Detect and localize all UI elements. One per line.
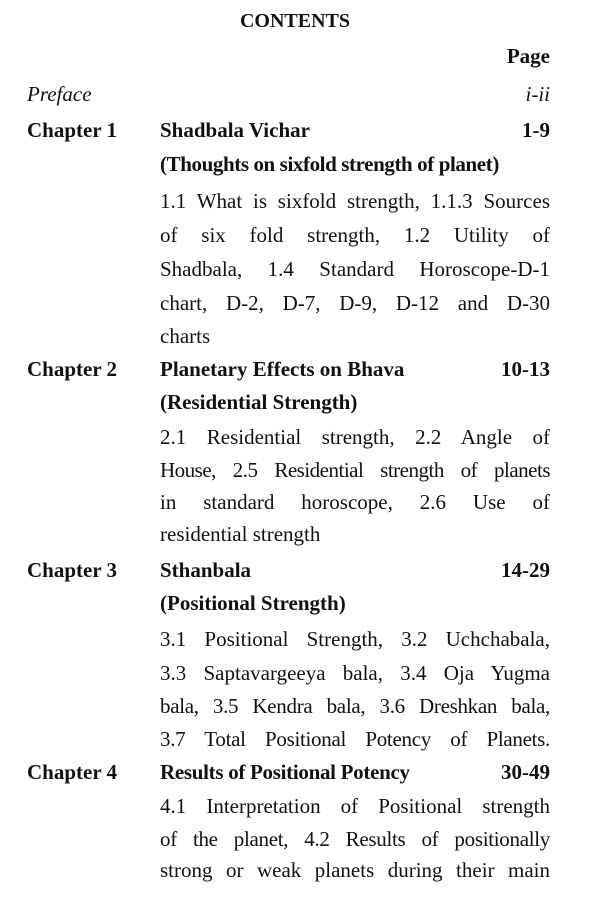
chapter-4-title: Results of Positional Potency	[160, 760, 410, 784]
chapter-4-pages: 30-49	[501, 760, 550, 784]
chapter-3-subtitle: (Positional Strength)	[160, 591, 346, 615]
chapter-1-line: Shadbala, 1.4 Standard Horoscope-D-1	[160, 257, 550, 281]
chapter-3-line: 3.1 Positional Strength, 3.2 Uchchabala,	[160, 627, 550, 651]
chapter-2-pages: 10-13	[501, 357, 550, 381]
chapter-1-title: Shadbala Vichar	[160, 118, 310, 142]
chapter-3-pages: 14-29	[501, 558, 550, 582]
preface-label: Preface	[27, 82, 92, 106]
chapter-1-line: charts	[160, 324, 211, 348]
chapter-4-line: 4.1 Interpretation of Positional strength	[160, 794, 550, 818]
chapter-2-line: House, 2.5 Residential strength of planets	[160, 458, 550, 482]
page-column-header: Page	[506, 44, 550, 68]
chapter-2-subtitle: (Residential Strength)	[160, 390, 358, 414]
chapter-1-pages: 1-9	[522, 118, 550, 142]
chapter-3-line: bala, 3.5 Kendra bala, 3.6 Dreshkan bala,	[160, 694, 550, 718]
preface-pages: i-ii	[525, 82, 550, 106]
chapter-2-title: Planetary Effects on Bhava	[160, 357, 405, 381]
chapter-4-line: of the planet, 4.2 Results of positionally	[160, 827, 550, 851]
chapter-1-line: 1.1 What is sixfold strength, 1.1.3 Sources	[160, 189, 550, 213]
chapter-3-line: 3.7 Total Positional Potency of Planets.	[160, 727, 550, 751]
chapter-1-line: chart, D-2, D-7, D-9, D-12 and D-30	[160, 291, 550, 315]
chapter-2-line: in standard horoscope, 2.6 Use of	[160, 490, 550, 514]
chapter-2-label: Chapter 2	[27, 357, 118, 381]
chapter-3-label: Chapter 3	[27, 558, 118, 582]
chapter-2-line: 2.1 Residential strength, 2.2 Angle of	[160, 425, 550, 449]
contents-heading: CONTENTS	[239, 10, 351, 32]
chapter-1-line: of six fold strength, 1.2 Utility of	[160, 223, 550, 247]
chapter-4-label: Chapter 4	[27, 760, 118, 784]
chapter-2-line: residential strength	[160, 522, 321, 546]
chapter-1-subtitle: (Thoughts on sixfold strength of planet)	[160, 152, 499, 176]
chapter-1-label: Chapter 1	[27, 118, 118, 142]
chapter-3-title: Sthanbala	[160, 558, 252, 582]
chapter-3-line: 3.3 Saptavargeeya bala, 3.4 Oja Yugma	[160, 661, 550, 685]
chapter-4-line: strong or weak planets during their main	[160, 858, 550, 882]
